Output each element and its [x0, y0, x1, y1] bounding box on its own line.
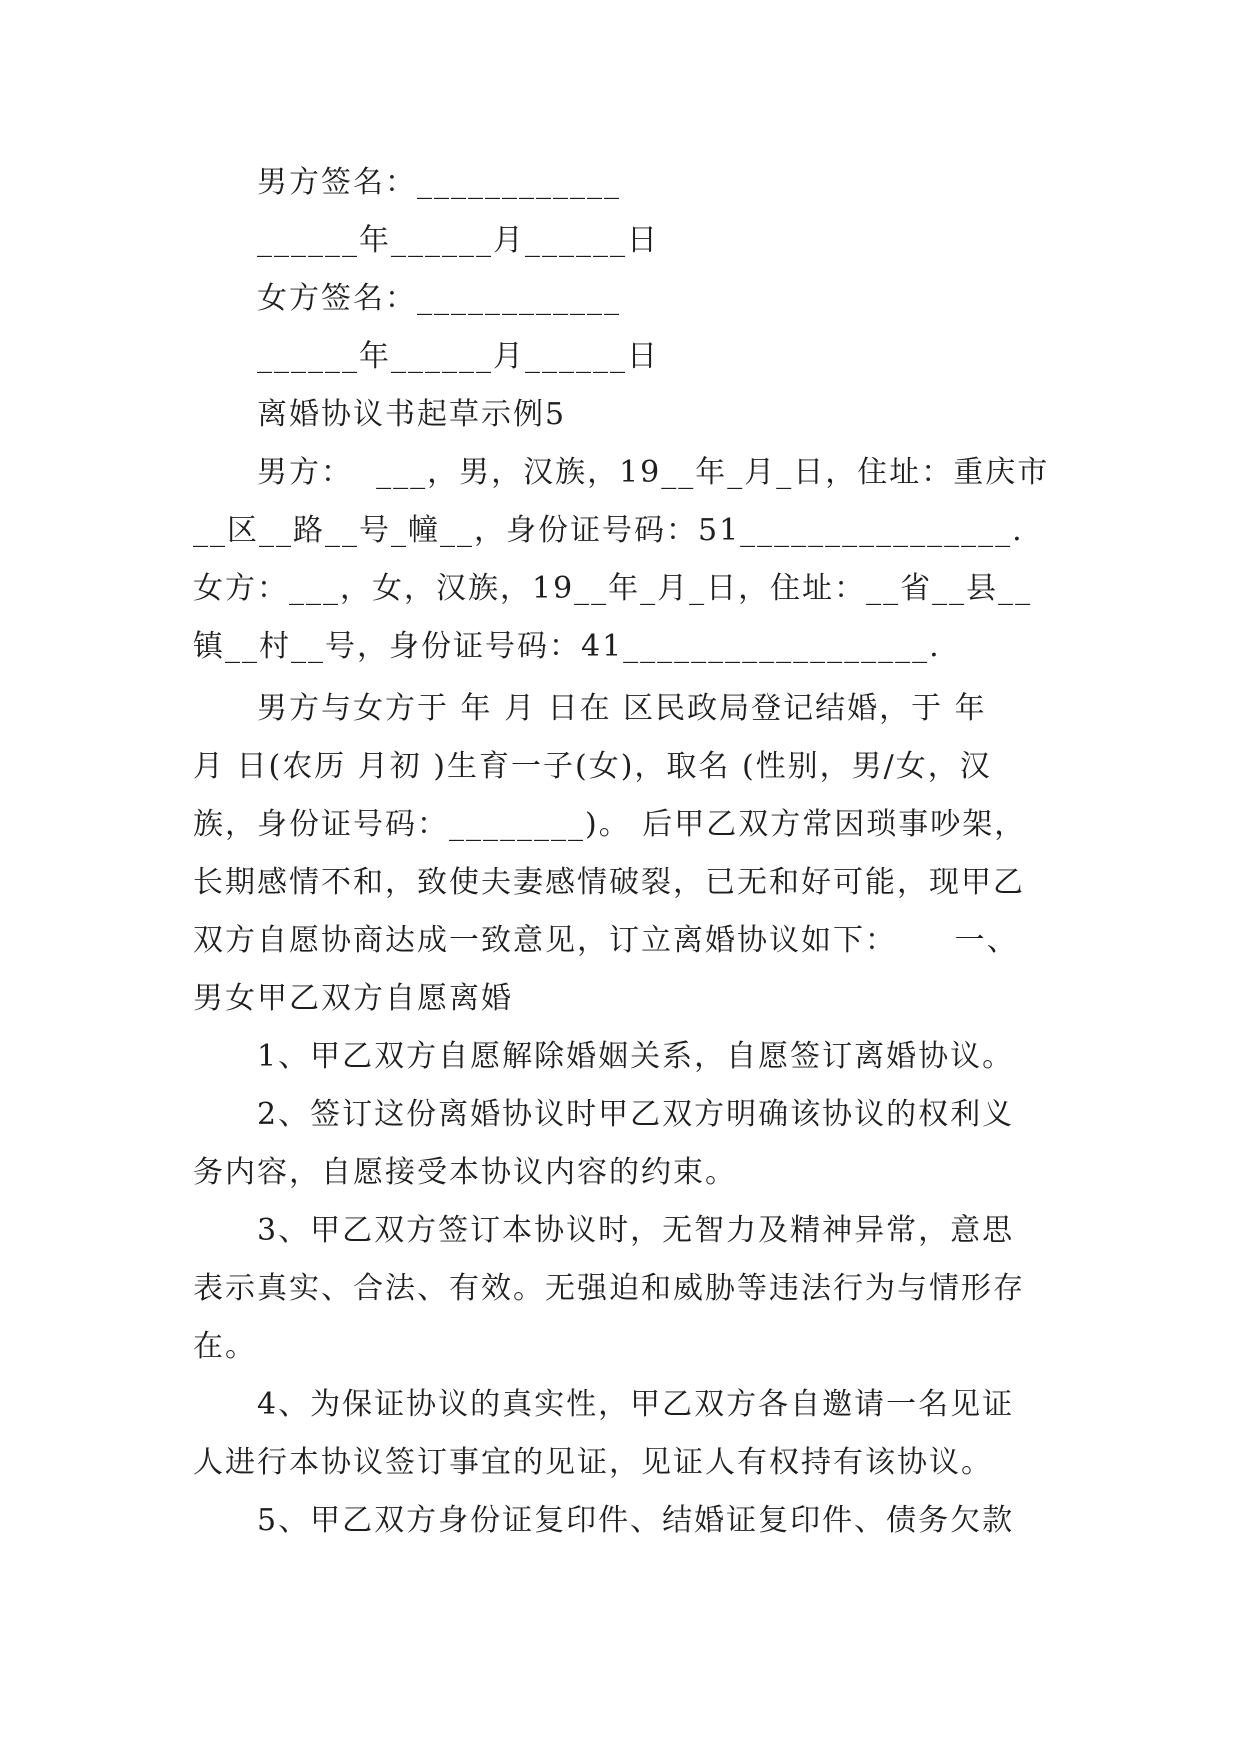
party-line: 男方： ___，男，汉族，19__年_月_日，住址：重庆市 — [257, 455, 1050, 490]
intro-line: 男女甲乙双方自愿离婚 — [193, 981, 513, 1016]
item-1-line: 1、甲乙双方自愿解除婚姻关系，自愿签订离婚协议。 — [257, 1039, 1015, 1074]
item-2-line: 2、签订这份离婚协议时甲乙双方明确该协议的权利义 — [257, 1097, 1015, 1132]
intro-line: 长期感情不和，致使夫妻感情破裂，已无和好可能，现甲乙 — [193, 865, 1025, 900]
party-line: __区__路__号_幢__，身份证号码：51________________. — [193, 513, 1024, 548]
intro-line: 男方与女方于 年 月 日在 区民政局登记结婚，于 年 — [257, 691, 987, 726]
party-line: 镇__村__号，身份证号码：41__________________. — [193, 629, 941, 664]
section-title: 离婚协议书起草示例5 — [257, 397, 567, 432]
item-3-line: 在。 — [193, 1329, 257, 1364]
item-3-line: 表示真实、合法、有效。无强迫和威胁等违法行为与情形存 — [193, 1271, 1025, 1306]
male-signature-line: 男方签名：____________ — [257, 165, 621, 200]
female-signature-line: 女方签名：____________ — [257, 281, 621, 316]
intro-line: 族，身份证号码：________)。 后甲乙双方常因琐事吵架， — [193, 807, 1027, 842]
item-4-line: 4、为保证协议的真实性，甲乙双方各自邀请一名见证 — [257, 1387, 1015, 1422]
item-3-line: 3、甲乙双方签订本协议时，无智力及精神异常，意思 — [257, 1213, 1015, 1248]
party-line: 女方：___，女，汉族，19__年_月_日，住址：__省__县__ — [193, 571, 1033, 606]
male-date-line: ______年______月______日 — [257, 223, 659, 258]
intro-line: 月 日(农历 月初 )生育一子(女)，取名 (性别，男/女，汉 — [193, 749, 992, 784]
intro-line: 双方自愿协商达成一致意见，订立离婚协议如下： 一、 — [193, 923, 1019, 958]
female-date-line: ______年______月______日 — [257, 339, 659, 374]
item-5-line: 5、甲乙双方身份证复印件、结婚证复印件、债务欠款 — [257, 1503, 1015, 1538]
item-2-line: 务内容，自愿接受本协议内容的约束。 — [193, 1155, 737, 1190]
item-4-line: 人进行本协议签订事宜的见证，见证人有权持有该协议。 — [193, 1445, 993, 1480]
document-body — [193, 154, 1073, 1550]
